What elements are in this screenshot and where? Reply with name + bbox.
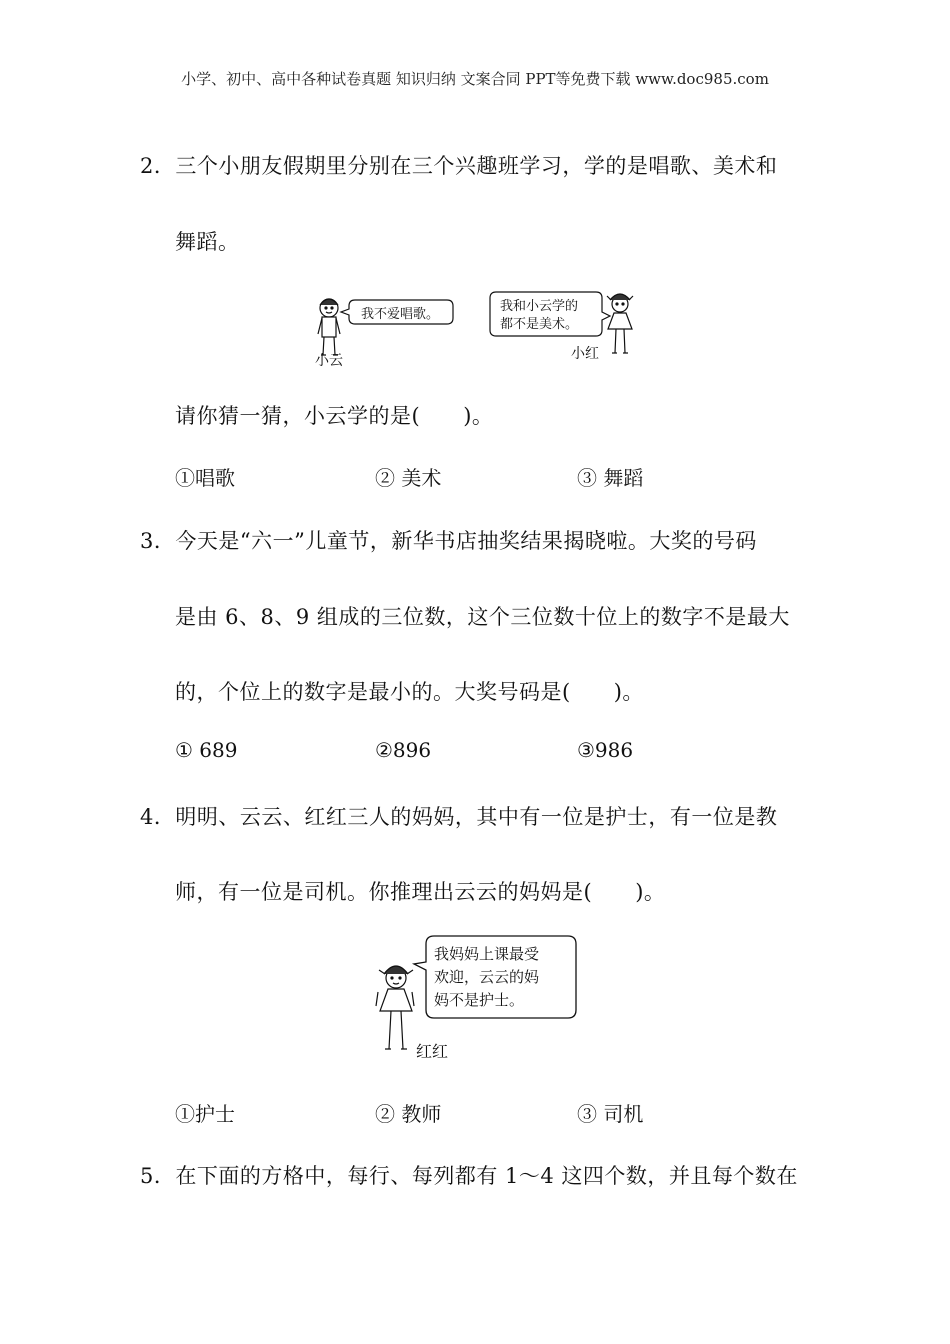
q2-line1: 2．三个小朋友假期里分别在三个兴趣班学习，学的是唱歌、美术和 [140, 154, 778, 178]
q5-line1: 5．在下面的方格中，每行、每列都有 1～4 这四个数，并且每个数在 [140, 1164, 798, 1188]
q2-option-1[interactable]: ①唱歌 [175, 466, 235, 490]
xiaohong-illustration [488, 288, 638, 372]
honghong-illustration [368, 930, 583, 1065]
q3-line3: 的，个位上的数字是最小的。大奖号码是( )。 [175, 680, 644, 704]
honghong-speech-line3: 妈不是护士。 [434, 991, 525, 1009]
q3-line1: 3．今天是“六一”儿童节，新华书店抽奖结果揭晓啦。大奖的号码 [140, 529, 757, 553]
q4-option-2[interactable]: ② 教师 [375, 1102, 442, 1126]
q2-line2: 舞蹈。 [175, 230, 240, 254]
xiaoyun-name-label: 小云 [315, 353, 343, 369]
girl-figure-icon [318, 299, 340, 355]
girl-figure-icon [376, 966, 414, 1049]
q4-option-1[interactable]: ①护士 [175, 1102, 235, 1126]
q3-option-1[interactable]: ① 689 [175, 738, 238, 762]
xiaohong-name-label: 小红 [571, 346, 599, 362]
honghong-name-label: 红红 [416, 1042, 449, 1061]
q3-option-3[interactable]: ③986 [577, 738, 634, 762]
q4-line2: 师，有一位是司机。你推理出云云的妈妈是( )。 [175, 880, 666, 904]
honghong-speech-line2: 欢迎，云云的妈 [434, 968, 540, 986]
xiaoyun-illustration [305, 288, 460, 372]
q2-option-2[interactable]: ② 美术 [375, 466, 442, 490]
q4-option-3[interactable]: ③ 司机 [577, 1102, 644, 1126]
q2-option-3[interactable]: ③ 舞蹈 [577, 466, 644, 490]
q4-line1: 4．明明、云云、红红三人的妈妈，其中有一位是护士，有一位是教 [140, 805, 778, 829]
xiaoyun-speech: 我不爱唱歌。 [361, 307, 440, 322]
girl-figure-icon [607, 294, 633, 353]
q3-option-2[interactable]: ②896 [375, 738, 432, 762]
q2-question: 请你猜一猜，小云学的是( )。 [175, 404, 494, 428]
honghong-speech-line1: 我妈妈上课最受 [434, 945, 540, 963]
page-header: 小学、初中、高中各种试卷真题 知识归纳 文案合同 PPT等免费下载 www.doc985.com [181, 70, 769, 88]
q3-line2: 是由 6、8、9 组成的三位数，这个三位数十位上的数字不是最大 [175, 605, 790, 629]
xiaohong-speech-line2: 都不是美术。 [500, 317, 579, 332]
xiaohong-speech-line1: 我和小云学的 [500, 299, 579, 314]
